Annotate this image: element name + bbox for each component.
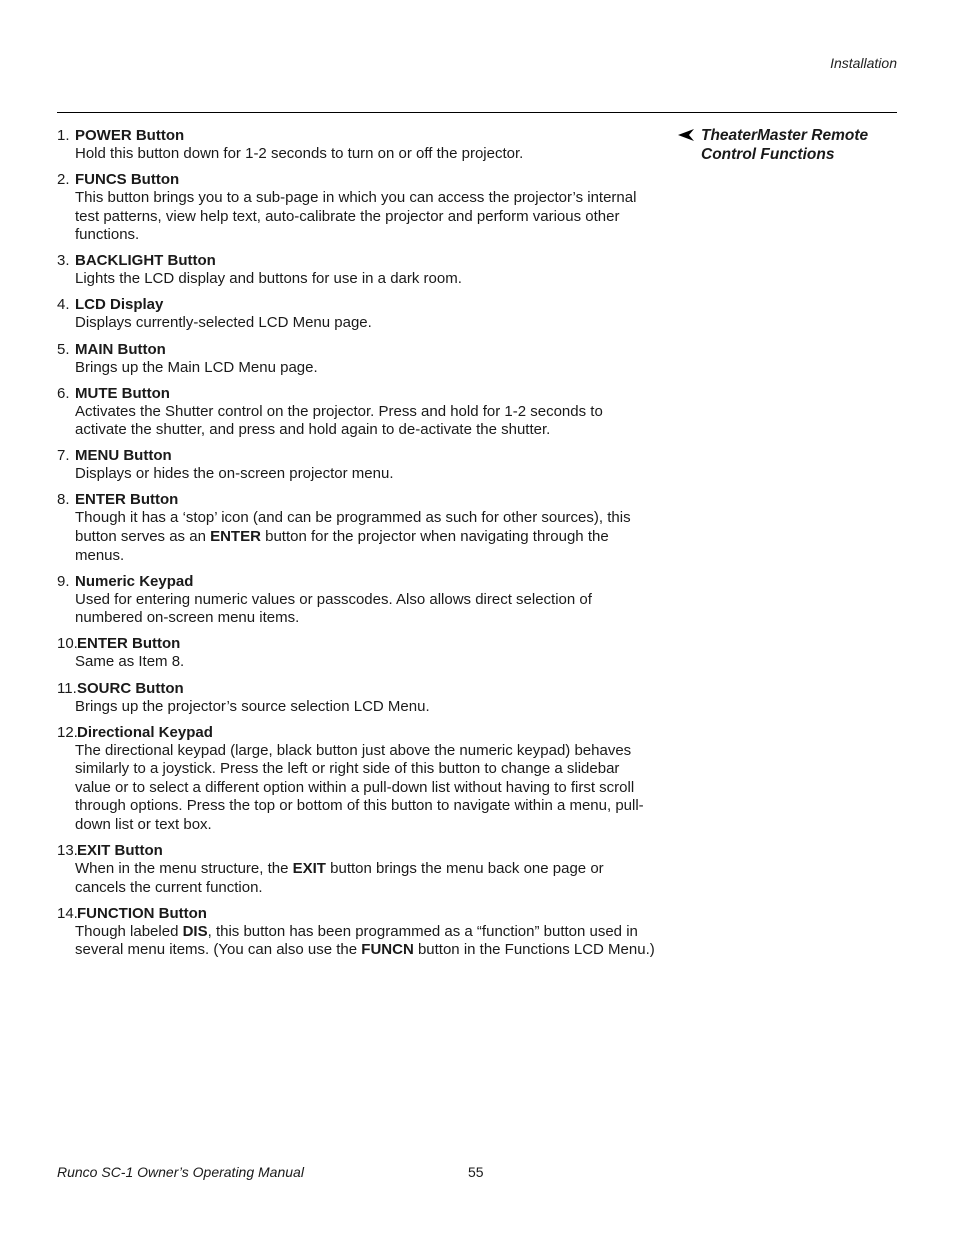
- list-item-title: MUTE Button: [75, 384, 170, 402]
- list-item-title: FUNCTION Button: [77, 904, 207, 922]
- list-item: [57, 634, 657, 672]
- emphasized-term: ENTER: [210, 528, 261, 546]
- list-item-heading: [57, 841, 657, 860]
- description-text: This button brings you to a sub-page in which you can access the projector’s internal test patterns, view help text, auto-calibrate the projector and perform various other functions.: [75, 189, 637, 244]
- side-heading: [678, 126, 898, 164]
- arrow-left-icon: [678, 129, 694, 141]
- description-text: Displays or hides the on-screen projector menu.: [75, 465, 394, 483]
- list-item: [57, 126, 657, 164]
- list-item-title: EXIT Button: [77, 842, 163, 860]
- footer-manual-title: Runco SC-1 Owner’s Operating Manual: [57, 1164, 304, 1180]
- list-item-description: [75, 698, 657, 717]
- list-item: [57, 170, 657, 245]
- description-text: Brings up the projector’s source selection LCD Menu.: [75, 697, 430, 715]
- list-item-number: 13.: [57, 842, 78, 860]
- description-text: Used for entering numeric values or passcodes. Also allows direct selection of numbered on-screen menu items.: [75, 590, 592, 627]
- list-item-number: 2.: [57, 171, 70, 189]
- list-item-title: ENTER Button: [77, 635, 181, 653]
- list-item-description: [75, 509, 657, 565]
- emphasized-term: EXIT: [292, 860, 326, 878]
- list-item: [57, 490, 657, 565]
- list-item-description: [75, 653, 657, 672]
- list-item-title: MENU Button: [75, 447, 172, 465]
- list-item-description: [75, 860, 657, 897]
- emphasized-term: FUNCN: [361, 941, 414, 959]
- list-item: [57, 340, 657, 378]
- list-item-description: [75, 742, 657, 835]
- list-item: [57, 904, 657, 960]
- list-item: [57, 446, 657, 484]
- list-item-heading: [57, 572, 657, 591]
- list-item-number: 8.: [57, 491, 70, 509]
- list-item-description: [75, 403, 657, 440]
- list-item-title: FUNCS Button: [75, 171, 180, 189]
- list-item-number: 3.: [57, 252, 70, 270]
- list-item-heading: [57, 340, 657, 359]
- description-text: Displays currently-selected LCD Menu page.: [75, 314, 372, 332]
- list-item-heading: [57, 679, 657, 698]
- description-text: button for the projector when navigating through the menus.: [75, 528, 609, 564]
- description-text: Though it has a ‘stop’ icon (and can be programmed as such for other sources), this button serves as an: [75, 509, 631, 546]
- list-item-title: LCD Display: [75, 296, 164, 314]
- description-text: Same as Item 8.: [75, 653, 185, 671]
- list-item-heading: [57, 904, 657, 923]
- list-item-heading: [57, 634, 657, 653]
- list-item-heading: [57, 251, 657, 270]
- list-item: [57, 723, 657, 835]
- list-item-title: Directional Keypad: [77, 723, 213, 741]
- list-item-number: 1.: [57, 127, 70, 144]
- list-item: [57, 841, 657, 897]
- function-list: [57, 126, 657, 966]
- list-item: [57, 679, 657, 717]
- list-item-description: [75, 189, 657, 245]
- list-item-heading: [57, 170, 657, 189]
- list-item-number: 11.: [57, 679, 77, 697]
- list-item-title: SOURC Button: [77, 679, 184, 697]
- description-text: Activates the Shutter control on the projector. Press and hold for 1-2 seconds to activate the shutter, and press and hold again to de-activate the shutter.: [75, 402, 603, 439]
- list-item: [57, 384, 657, 440]
- list-item-title: MAIN Button: [75, 340, 166, 358]
- list-item-heading: [57, 126, 657, 145]
- description-text: , this button has been programmed as a “function” button used in several menu items. (You can also use the: [75, 922, 638, 959]
- list-item: [57, 295, 657, 333]
- list-item-heading: [57, 446, 657, 465]
- list-item-number: 12.: [57, 723, 78, 741]
- side-heading-line2: Control Functions: [701, 146, 835, 163]
- list-item: [57, 572, 657, 628]
- list-item-number: 5.: [57, 340, 70, 358]
- list-item-description: [75, 923, 657, 960]
- description-text: When in the menu structure, the: [75, 860, 293, 878]
- list-item-number: 9.: [57, 572, 70, 590]
- description-text: Lights the LCD display and buttons for use in a dark room.: [75, 270, 462, 288]
- list-item-title: BACKLIGHT Button: [75, 252, 216, 270]
- list-item-description: [75, 359, 657, 378]
- description-text: button brings the menu back one page or cancels the current function.: [75, 860, 604, 896]
- list-item-description: [75, 145, 657, 164]
- list-item-heading: [57, 490, 657, 509]
- list-item-title: POWER Button: [75, 127, 185, 144]
- list-item-number: 14.: [57, 904, 78, 922]
- description-text: Hold this button down for 1-2 seconds to turn on or off the projector.: [75, 145, 524, 162]
- list-item-heading: [57, 723, 657, 742]
- list-item-number: 7.: [57, 447, 70, 465]
- page-header-section: Installation: [830, 55, 897, 71]
- description-text: Brings up the Main LCD Menu page.: [75, 358, 318, 376]
- list-item: [57, 251, 657, 289]
- list-item-heading: [57, 295, 657, 314]
- list-item-description: [75, 465, 657, 484]
- list-item-heading: [57, 384, 657, 403]
- list-item-number: 6.: [57, 384, 70, 402]
- description-text: The directional keypad (large, black button just above the numeric keypad) behaves similarly to a joystick. Press the left or right side of this button to change a slidebar value or to select a different option within a pull-down list without having to first scroll through options. Press the top or bottom of this button to navigate within a menu, pull-down list or text box.: [75, 741, 644, 833]
- list-item-number: 10.: [57, 635, 78, 653]
- side-heading-line1: TheaterMaster Remote: [701, 127, 869, 144]
- description-text: Though labeled: [75, 922, 183, 940]
- header-rule: [57, 112, 897, 113]
- side-heading-text: [701, 126, 898, 164]
- footer-page-number: 55: [468, 1164, 484, 1180]
- list-item-description: [75, 314, 657, 333]
- emphasized-term: DIS: [182, 922, 208, 940]
- description-text: button in the Functions LCD Menu.): [413, 941, 655, 959]
- list-item-description: [75, 270, 657, 289]
- list-item-title: Numeric Keypad: [75, 572, 194, 590]
- list-item-number: 4.: [57, 296, 70, 314]
- list-item-title: ENTER Button: [75, 491, 179, 509]
- list-item-description: [75, 591, 657, 628]
